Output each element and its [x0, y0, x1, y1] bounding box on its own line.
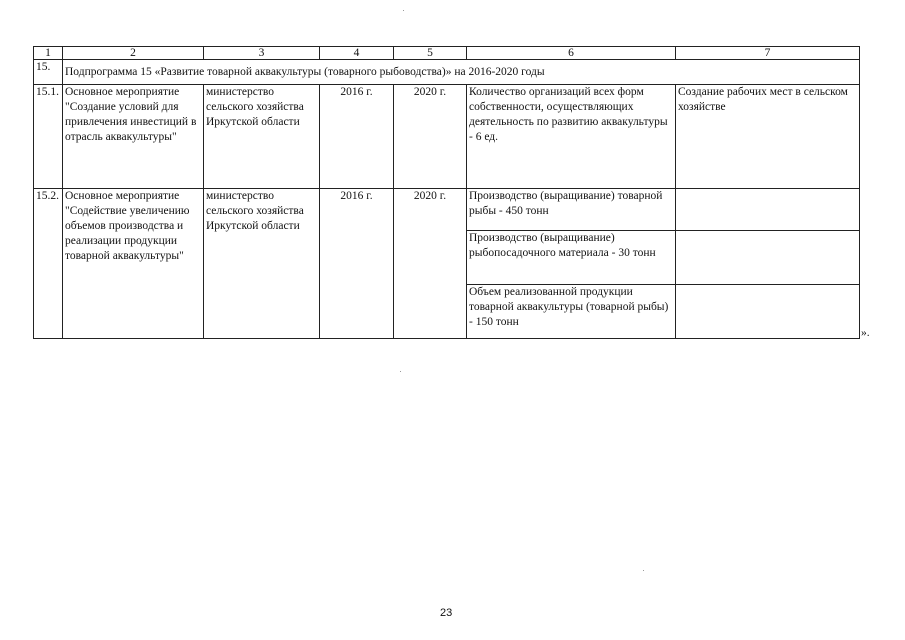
- column-number-row: [34, 47, 860, 60]
- page-number: 23: [440, 607, 453, 619]
- program-table: [33, 46, 860, 339]
- scan-speck: [643, 570, 644, 571]
- subprogram-number: 15.: [34, 60, 63, 85]
- row-number: 15.1.: [34, 85, 63, 189]
- start-year-cell: 2016 г.: [320, 85, 394, 189]
- column-number: 4: [320, 47, 394, 60]
- column-number: 5: [394, 47, 467, 60]
- executor-cell: министерство сельского хозяйства Иркутской области: [204, 189, 320, 339]
- result-cell: Создание рабочих мест в сельском хозяйстве: [676, 85, 860, 189]
- scan-speck: [400, 371, 401, 372]
- end-year-cell: 2020 г.: [394, 189, 467, 339]
- subprogram-row: [34, 60, 860, 85]
- column-number: 1: [34, 47, 63, 60]
- column-number: 3: [204, 47, 320, 60]
- executor-cell: министерство сельского хозяйства Иркутской области: [204, 85, 320, 189]
- end-year-cell: 2020 г.: [394, 85, 467, 189]
- activity-cell: Основное мероприятие "Создание условий для привлечения инвестиций в отрасль аквакультуры": [63, 85, 204, 189]
- column-number: 6: [467, 47, 676, 60]
- row-number: 15.2.: [34, 189, 63, 339]
- table-row: [34, 189, 860, 231]
- start-year-cell: 2016 г.: [320, 189, 394, 339]
- activity-cell: Основное мероприятие "Содействие увеличению объемов производства и реализации продукции товарной аквакультуры": [63, 189, 204, 339]
- scan-speck: [403, 10, 404, 11]
- table-row: [34, 85, 860, 189]
- indicator-cell: Производство (выращивание) товарной рыбы - 450 тонн: [467, 189, 676, 231]
- indicator-cell: Количество организаций всех форм собственности, осуществляющих деятельность по развитию аквакультуры - 6 ед.: [467, 85, 676, 189]
- subprogram-title: Подпрограмма 15 «Развитие товарной аквакультуры (товарного рыбоводства)» на 2016-2020 годы: [63, 60, 860, 85]
- result-cell: [676, 189, 860, 231]
- indicator-cell: Объем реализованной продукции товарной аквакультуры (товарной рыбы) - 150 тонн: [467, 285, 676, 339]
- column-number: 7: [676, 47, 860, 60]
- result-cell: [676, 285, 860, 339]
- column-number: 2: [63, 47, 204, 60]
- result-cell: [676, 231, 860, 285]
- indicator-cell: Производство (выращивание) рыбопосадочного материала - 30 тонн: [467, 231, 676, 285]
- closing-quote-mark: ».: [861, 327, 870, 339]
